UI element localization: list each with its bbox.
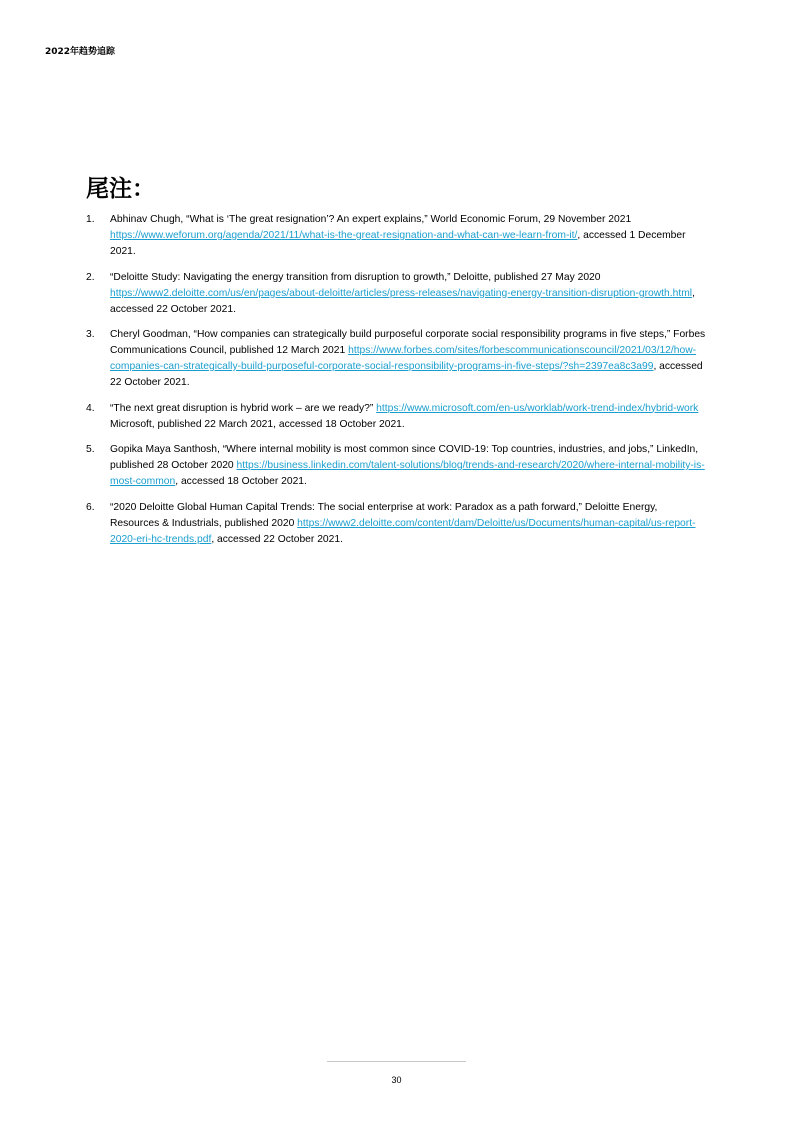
running-header: 2022年趋势追踪	[45, 47, 116, 57]
endnote-suffix: , accessed 18 October 2021.	[175, 476, 307, 487]
endnote-text: Cheryl Goodman, “How companies can strategically build purposeful corporate social responsibility programs in five steps,” Forbes Communications Council, published 12 March 2021	[110, 329, 706, 356]
endnote-text: Gopika Maya Santhosh, “Where internal mobility is most common since COVID-19: Top countries, industries, and jobs,” LinkedIn, published 28 October 2020	[110, 444, 699, 471]
endnotes-list	[86, 212, 708, 557]
endnote-suffix: , accessed 22 October 2021.	[110, 361, 703, 388]
endnotes-title: 尾注：	[86, 176, 155, 202]
endnote-number: 3.	[86, 329, 95, 340]
endnote-text: “2020 Deloitte Global Human Capital Trends: The social enterprise at work: Paradox as a path forward,” Deloitte Energy, Resources & Industrials, published 2020	[110, 501, 658, 529]
endnote-link[interactable]: https://www2.deloitte.com/content/dam/Deloitte/us/Documents/human-capital/us-report-2020-eri-hc-trends.pdf	[110, 517, 696, 545]
endnote-suffix: , accessed 1 December 2021.	[110, 230, 686, 257]
endnote-item	[86, 442, 708, 490]
endnote-link[interactable]: https://business.linkedin.com/talent-solutions/blog/trends-and-research/2020/where-internal-mobility-is-most-common	[110, 460, 705, 487]
endnote-item	[86, 401, 708, 433]
endnote-number: 6.	[86, 501, 95, 513]
endnote-item	[86, 212, 708, 260]
endnote-number: 2.	[86, 271, 95, 283]
endnote-suffix: Microsoft, published 22 March 2021, accessed 18 October 2021.	[110, 418, 405, 430]
page-number: 30	[391, 1075, 402, 1085]
endnote-item	[86, 500, 708, 548]
endnote-suffix: , accessed 22 October 2021.	[211, 533, 343, 545]
endnote-text: “Deloitte Study: Navigating the energy transition from disruption to growth,” Deloitte, published 27 May 2020	[110, 271, 601, 283]
footer-divider	[327, 1061, 466, 1062]
endnote-text: Abhinav Chugh, “What is ‘The great resignation’? An expert explains,” World Economic Forum, 29 November 2021	[110, 214, 632, 225]
endnote-suffix: , accessed 22 October 2021.	[110, 287, 695, 315]
endnote-item	[86, 327, 708, 391]
endnote-item	[86, 270, 708, 318]
endnote-number: 1.	[86, 214, 95, 225]
endnote-link[interactable]: https://www.forbes.com/sites/forbescommunicationscouncil/2021/03/12/how-companies-can-strategically-build-purposeful-corporate-social-responsibility-programs-in-five-steps/?sh=2397ea8c3a99	[110, 345, 697, 372]
endnote-number: 5.	[86, 444, 95, 455]
endnote-link[interactable]: https://www2.deloitte.com/us/en/pages/about-deloitte/articles/press-releases/navigating-energy-transition-disruption-growth.html	[110, 287, 693, 299]
endnote-link[interactable]: https://www.weforum.org/agenda/2021/11/what-is-the-great-resignation-and-what-can-we-learn-from-it/	[110, 230, 578, 241]
endnote-text: “The next great disruption is hybrid work – are we ready?”	[110, 402, 377, 414]
endnote-link[interactable]: https://www.microsoft.com/en-us/worklab/work-trend-index/hybrid-work	[376, 402, 699, 414]
endnote-number: 4.	[86, 402, 95, 414]
